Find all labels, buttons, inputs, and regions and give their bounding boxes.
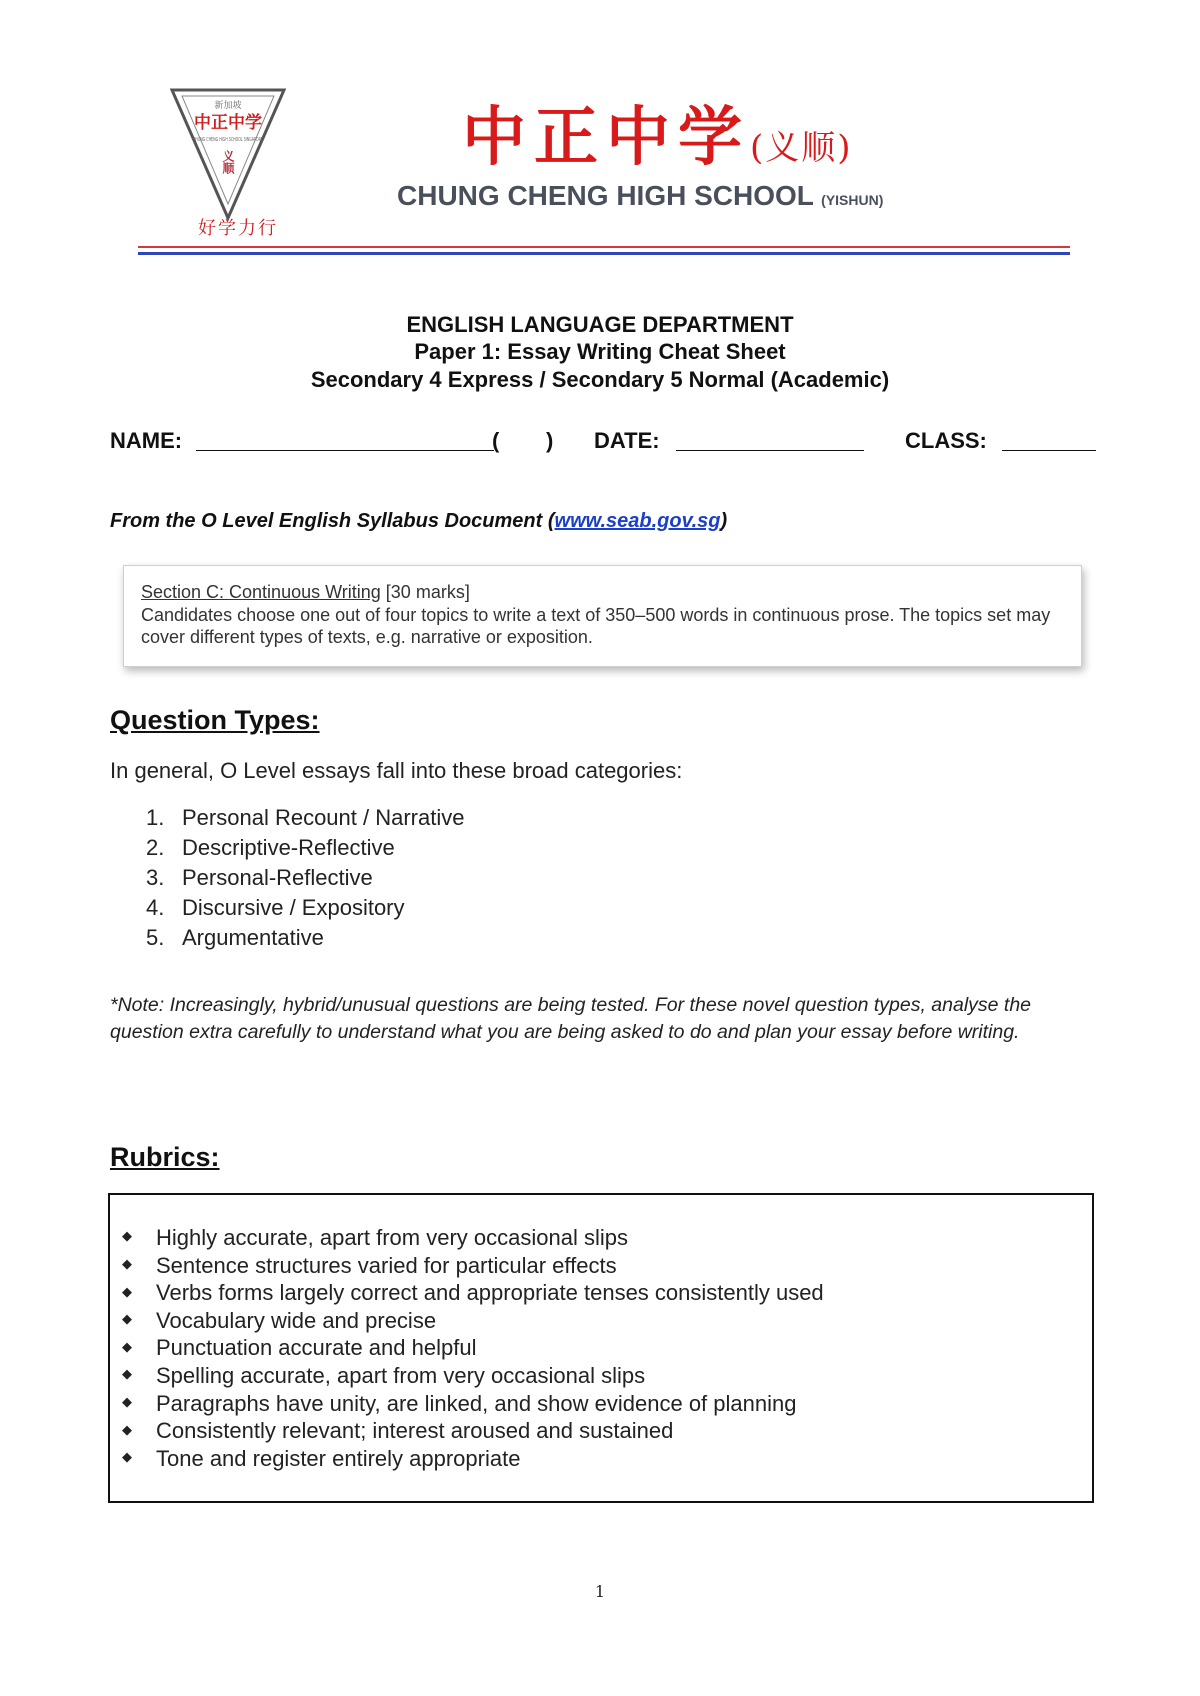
school-name-english bbox=[397, 180, 883, 212]
question-types-heading: Question Types: bbox=[110, 705, 320, 735]
rubric-text: Spelling accurate, apart from very occasional slips bbox=[156, 1362, 646, 1388]
syllabus-suffix: ) bbox=[720, 510, 728, 532]
level-title: Secondary 4 Express / Secondary 5 Normal (Academic) bbox=[310, 367, 890, 392]
rubric-text: Consistently relevant; interest aroused and sustained bbox=[156, 1418, 674, 1444]
name-label: NAME: bbox=[110, 428, 183, 453]
diamond-bullet-icon: ◆ bbox=[122, 1366, 132, 1382]
list-item bbox=[122, 1279, 824, 1307]
department-title: ENGLISH LANGUAGE DEPARTMENT bbox=[406, 312, 794, 337]
list-item-label: Personal-Reflective bbox=[182, 865, 373, 890]
crest-name-cn: 中正中学 bbox=[194, 113, 262, 133]
list-item-label: Argumentative bbox=[182, 925, 324, 950]
question-types-list bbox=[146, 803, 464, 953]
question-types-note: *Note: Increasingly, hybrid/unusual questions are being tested. For these novel question types, analyse the question extra carefully to understand what you are being asked to do and plan your essay before writing. bbox=[110, 994, 1032, 1043]
list-item bbox=[146, 893, 464, 923]
rubric-text: Sentence structures varied for particular effects bbox=[156, 1252, 617, 1278]
diamond-bullet-icon: ◆ bbox=[122, 1228, 132, 1244]
diamond-bullet-icon: ◆ bbox=[122, 1449, 132, 1465]
rubric-text: Vocabulary wide and precise bbox=[156, 1307, 437, 1333]
list-item-label: Descriptive-Reflective bbox=[182, 835, 395, 860]
paper-title: Paper 1: Essay Writing Cheat Sheet bbox=[414, 339, 786, 364]
list-item-number: 4. bbox=[146, 895, 165, 920]
crest-name-en: CHUNG CHENG HIGH SCHOOL SINGAPORE bbox=[193, 137, 263, 143]
list-item bbox=[146, 923, 464, 953]
list-item bbox=[122, 1445, 824, 1473]
quote-body: Candidates choose one out of four topics to write a text of 350–500 words in continuous prose. The topics set may cover different types of texts, e.g. narrative or exposition. bbox=[141, 605, 1051, 647]
crest-branch-cn: 义顺 bbox=[221, 150, 235, 174]
rubrics-heading: Rubrics: bbox=[110, 1142, 220, 1172]
school-branch-en-text: (YISHUN) bbox=[821, 192, 884, 208]
list-item-number: 3. bbox=[146, 865, 165, 890]
quote-heading bbox=[141, 582, 470, 603]
index-paren-close: ) bbox=[546, 428, 554, 453]
date-label: DATE: bbox=[594, 428, 660, 453]
syllabus-prefix: From the O Level English Syllabus Document ( bbox=[110, 510, 555, 532]
list-item bbox=[122, 1390, 824, 1418]
rubric-text: Highly accurate, apart from very occasional slips bbox=[156, 1225, 628, 1250]
list-item bbox=[146, 863, 464, 893]
school-branch-cn-text: (义顺) bbox=[750, 128, 853, 168]
syllabus-reference bbox=[110, 510, 727, 533]
class-label: CLASS: bbox=[905, 428, 987, 453]
school-name-en-text: CHUNG CHENG HIGH SCHOOL bbox=[397, 180, 814, 211]
quote-section-title: Section C: Continuous Writing bbox=[141, 582, 381, 602]
rubrics-list bbox=[122, 1224, 824, 1472]
crest-top-text: 新加坡 bbox=[214, 101, 242, 111]
quote-marks: [30 marks] bbox=[380, 582, 470, 602]
diamond-bullet-icon: ◆ bbox=[122, 1393, 132, 1409]
list-item bbox=[146, 803, 464, 833]
diamond-bullet-icon: ◆ bbox=[122, 1421, 132, 1437]
diamond-bullet-icon: ◆ bbox=[122, 1255, 132, 1271]
diamond-bullet-icon: ◆ bbox=[122, 1338, 132, 1354]
diamond-bullet-icon: ◆ bbox=[122, 1283, 132, 1299]
list-item bbox=[122, 1334, 824, 1362]
header-divider-red bbox=[138, 246, 1070, 248]
school-motto: 好学力行 bbox=[198, 218, 278, 239]
rubric-text: Punctuation accurate and helpful bbox=[156, 1335, 477, 1361]
list-item-number: 2. bbox=[146, 835, 165, 860]
list-item-number: 1. bbox=[146, 805, 165, 830]
diamond-bullet-icon: ◆ bbox=[122, 1311, 132, 1327]
school-name-cn-text: 中正中学 bbox=[462, 100, 750, 175]
header-divider-blue bbox=[138, 252, 1070, 255]
list-item bbox=[146, 833, 464, 863]
date-field-line[interactable] bbox=[676, 450, 864, 451]
question-types-intro: In general, O Level essays fall into these broad categories: bbox=[110, 758, 683, 783]
list-item-number: 5. bbox=[146, 925, 165, 950]
list-item-label: Personal Recount / Narrative bbox=[182, 805, 465, 830]
list-item bbox=[122, 1224, 824, 1252]
syllabus-link[interactable]: www.seab.gov.sg bbox=[554, 510, 721, 532]
name-field-line[interactable] bbox=[196, 450, 494, 451]
list-item bbox=[122, 1307, 824, 1335]
rubric-text: Tone and register entirely appropriate bbox=[156, 1445, 521, 1471]
rubric-text: Verbs forms largely correct and appropriate tenses consistently used bbox=[156, 1280, 824, 1306]
list-item bbox=[122, 1252, 824, 1280]
list-item bbox=[122, 1362, 824, 1390]
school-name-chinese bbox=[462, 86, 853, 178]
list-item bbox=[122, 1417, 824, 1445]
rubric-text: Paragraphs have unity, are linked, and show evidence of planning bbox=[156, 1390, 797, 1416]
index-paren-open: ( bbox=[492, 428, 500, 453]
class-field-line[interactable] bbox=[1002, 450, 1096, 451]
list-item-label: Discursive / Expository bbox=[182, 895, 405, 920]
page-number: 1 bbox=[594, 1582, 606, 1601]
